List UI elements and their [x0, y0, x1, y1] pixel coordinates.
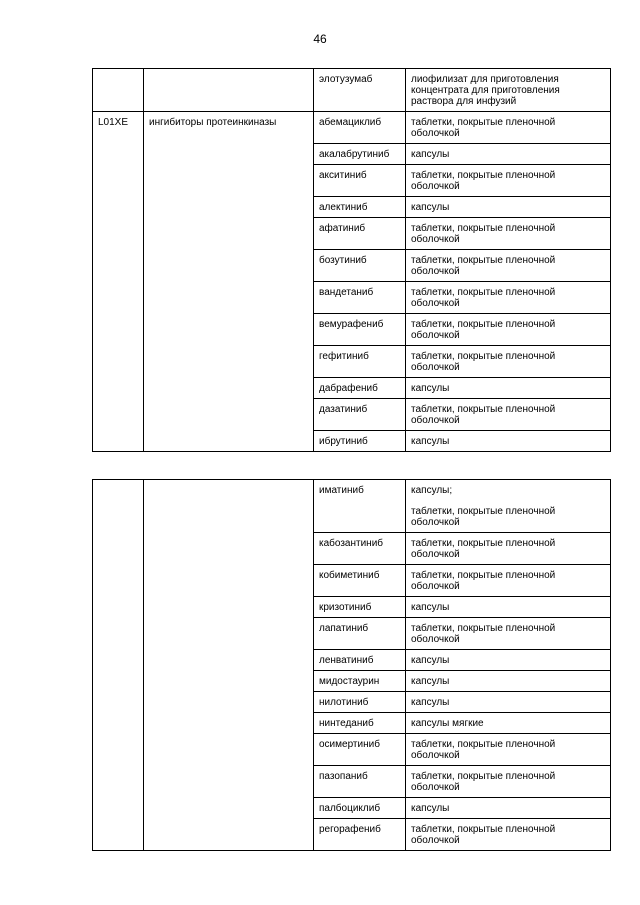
dosage-form-cell	[406, 314, 611, 346]
dosage-form-text: капсулы	[411, 697, 450, 708]
dosage-form-cell	[406, 766, 611, 798]
drug-name-cell: регорафениб	[314, 819, 406, 851]
dosage-form-text: таблетки, покрытые пленочной оболочкой	[411, 255, 556, 277]
dosage-form-cell	[406, 399, 611, 431]
drug-name-cell: вандетаниб	[314, 282, 406, 314]
drug-name-cell: палбоциклиб	[314, 798, 406, 819]
drug-name-cell: афатиниб	[314, 218, 406, 250]
dosage-form-text: капсулы	[411, 149, 450, 160]
dosage-form-text: таблетки, покрытые пленочной оболочкой	[411, 351, 556, 373]
dosage-form-cell	[406, 218, 611, 250]
dosage-form-cell	[406, 165, 611, 197]
drug-table-bottom	[92, 479, 611, 851]
drug-name-cell: дабрафениб	[314, 378, 406, 399]
dosage-form-text: таблетки, покрытые пленочной оболочкой	[411, 570, 556, 592]
drug-name-cell: ибрутиниб	[314, 431, 406, 452]
dosage-form-text: таблетки, покрытые пленочной оболочкой	[411, 824, 556, 846]
dosage-form-cell	[406, 112, 611, 144]
dosage-form-text: капсулы	[411, 676, 450, 687]
dosage-form-text: таблетки, покрытые пленочной оболочкой	[411, 223, 556, 245]
dosage-form-text: таблетки, покрытые пленочной оболочкой	[411, 771, 556, 793]
dosage-form-text: таблетки, покрытые пленочной оболочкой	[411, 538, 556, 560]
table-row	[93, 480, 611, 533]
dosage-form-text: капсулы	[411, 655, 450, 666]
drug-name-cell: нинтеданиб	[314, 713, 406, 734]
drug-name-cell: осимертиниб	[314, 734, 406, 766]
dosage-form-text: таблетки, покрытые пленочной оболочкой	[411, 287, 556, 309]
atc-code-cell	[93, 480, 144, 851]
dosage-form-cell	[406, 565, 611, 597]
drug-name-cell: вемурафениб	[314, 314, 406, 346]
table-row	[93, 69, 611, 112]
dosage-form-cell	[406, 597, 611, 618]
dosage-form-text: таблетки, покрытые пленочной оболочкой	[411, 117, 556, 139]
dosage-form-text: капсулы	[411, 202, 450, 213]
dosage-form-cell	[406, 69, 611, 112]
drug-name-cell: нилотиниб	[314, 692, 406, 713]
page-number: 46	[313, 32, 327, 46]
dosage-form-text: капсулы	[411, 383, 450, 394]
atc-code-cell: L01XE	[93, 112, 144, 452]
drug-name-cell: акситиниб	[314, 165, 406, 197]
dosage-form-cell	[406, 197, 611, 218]
dosage-form-text: таблетки, покрытые пленочной оболочкой	[411, 623, 556, 645]
dosage-form-text: таблетки, покрытые пленочной оболочкой	[411, 739, 556, 761]
dosage-form-text: капсулы мягкие	[411, 718, 484, 729]
drug-table-top	[92, 68, 611, 452]
dosage-form-cell	[406, 734, 611, 766]
atc-code-cell	[93, 69, 144, 112]
dosage-form-cell	[406, 713, 611, 734]
dosage-form-cell	[406, 282, 611, 314]
dosage-form-text: лиофилизат для приготовления концентрата для приготовления раствора для инфузий	[411, 74, 560, 107]
drug-name-cell: элотузумаб	[314, 69, 406, 112]
drug-name-cell: иматиниб	[314, 480, 406, 533]
dosage-form-cell	[406, 250, 611, 282]
dosage-form-text: таблетки, покрытые пленочной оболочкой	[411, 170, 556, 192]
dosage-form-cell	[406, 618, 611, 650]
dosage-form-text: таблетки, покрытые пленочной оболочкой	[411, 404, 556, 426]
dosage-form-cell	[406, 692, 611, 713]
drug-name-cell: абемациклиб	[314, 112, 406, 144]
dosage-form-cell	[406, 431, 611, 452]
dosage-form-text: таблетки, покрытые пленочной оболочкой	[411, 319, 556, 341]
dosage-form-cell	[406, 144, 611, 165]
dosage-form-cell	[406, 346, 611, 378]
table-row	[93, 112, 611, 144]
drug-name-cell: дазатиниб	[314, 399, 406, 431]
drug-name-cell: бозутиниб	[314, 250, 406, 282]
drug-name-cell: кобиметиниб	[314, 565, 406, 597]
group-name-cell	[144, 480, 314, 851]
drug-name-cell: гефитиниб	[314, 346, 406, 378]
dosage-form-cell	[406, 378, 611, 399]
dosage-form-cell	[406, 671, 611, 692]
drug-name-cell: лапатиниб	[314, 618, 406, 650]
group-name-cell	[144, 69, 314, 112]
drug-name-cell: акалабрутиниб	[314, 144, 406, 165]
dosage-form-text: капсулы	[411, 803, 450, 814]
drug-name-cell: ленватиниб	[314, 650, 406, 671]
group-name-cell: ингибиторы протеинкиназы	[144, 112, 314, 452]
drug-name-cell: мидостаурин	[314, 671, 406, 692]
dosage-form-text: таблетки, покрытые пленочной оболочкой	[411, 506, 556, 528]
dosage-form-cell	[406, 533, 611, 565]
dosage-form-text: капсулы	[411, 436, 450, 447]
drug-name-cell: алектиниб	[314, 197, 406, 218]
dosage-form-text: капсулы	[411, 602, 450, 613]
drug-name-cell: кабозантиниб	[314, 533, 406, 565]
dosage-form-cell	[406, 650, 611, 671]
drug-name-cell: кризотиниб	[314, 597, 406, 618]
drug-name-cell: пазопаниб	[314, 766, 406, 798]
dosage-form-cell	[406, 798, 611, 819]
dosage-form-cell	[406, 480, 611, 533]
dosage-form-cell	[406, 819, 611, 851]
dosage-form-text: капсулы;	[411, 485, 453, 496]
